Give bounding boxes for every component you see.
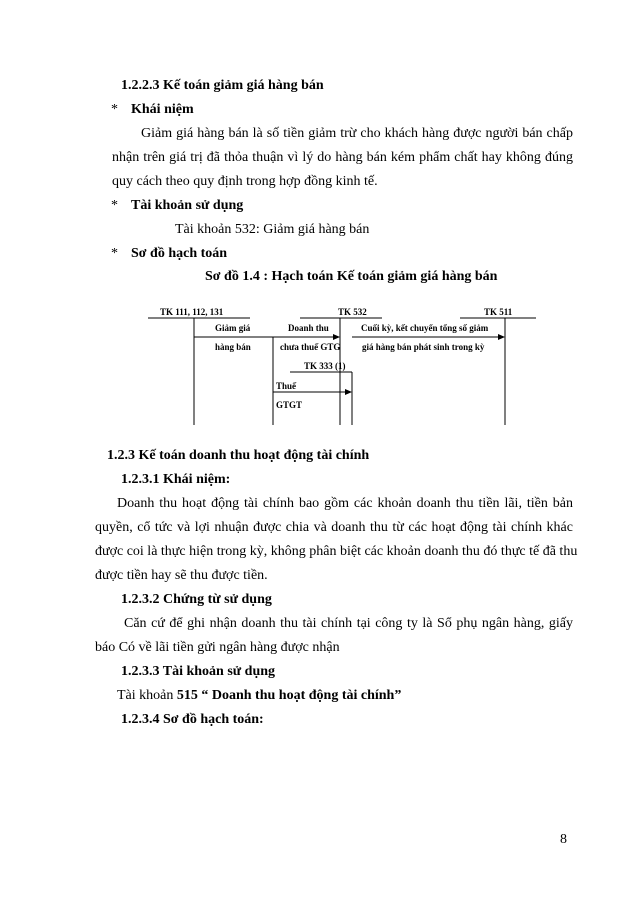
para2-line-2: báo Có về lãi tiền gửi ngân hàng được nhận: [95, 640, 340, 655]
page-number: 8: [560, 832, 567, 847]
arrow-head-to-tk511: [498, 334, 505, 340]
khai-niem-title: Khái niệm: [131, 102, 194, 117]
subheading-1-2-3-3: 1.2.3.3 Tài khoản sử dụng: [121, 664, 276, 679]
para1-line-2: quyền, cổ tức và lợi nhuận được chia và doanh thu từ các hoạt động tài chính khác: [95, 520, 573, 535]
khai-niem-line-1: Giảm giá hàng bán là số tiền giảm trừ cho khách hàng được người bán chấp: [141, 126, 573, 141]
arrow-head-to-tk333: [345, 389, 352, 395]
bullet-asterisk: *: [111, 102, 118, 117]
label-doanh-thu-line-1: Doanh thu: [288, 323, 329, 333]
section-heading-1-2-3: 1.2.3 Kế toán doanh thu hoạt động tài chính: [107, 448, 370, 463]
label-tk511: TK 511: [484, 307, 513, 317]
bullet-asterisk: *: [111, 198, 118, 213]
para1-line-3: được coi là thực hiện trong kỳ, không phân biệt các khoản doanh thu đó thực tế đã thu: [95, 544, 578, 559]
para1-line-4: được tiền hay sẽ thu được tiền.: [95, 568, 268, 583]
para2-line-1: Căn cứ để ghi nhận doanh thu tài chính tại công ty là Sổ phụ ngân hàng, giấy: [124, 616, 573, 631]
label-thue-line-1: Thuế: [276, 381, 297, 391]
subheading-1-2-3-1: 1.2.3.1 Khái niệm:: [121, 472, 231, 487]
label-tk111: TK 111, 112, 131: [160, 307, 224, 317]
arrow-head-to-tk532: [333, 334, 340, 340]
tai-khoan-text: Tài khoản 532: Giảm giá hàng bán: [175, 222, 370, 237]
tai-khoan-title: Tài khoản sử dụng: [131, 198, 244, 213]
label-tk333: TK 333 (1): [304, 361, 346, 371]
khai-niem-line-2: nhận trên giá trị đã thỏa thuận vì lý do hàng bán kém phẩm chất hay không đúng: [112, 150, 573, 165]
subheading-1-2-3-4: 1.2.3.4 Sơ đồ hạch toán:: [121, 712, 264, 727]
label-thue-line-2: GTGT: [276, 400, 303, 410]
diagram-title: Sơ đồ 1.4 : Hạch toán Kế toán giảm giá hàng bán: [205, 269, 498, 284]
subheading-1-2-3-2: 1.2.3.2 Chứng từ sử dụng: [121, 592, 272, 607]
bullet-asterisk: *: [111, 246, 118, 261]
section-heading-1-2-2-3: 1.2.2.3 Kế toán giảm giá hàng bán: [121, 78, 324, 93]
label-tk532: TK 532: [338, 307, 367, 317]
label-doanh-thu-line-2: chưa thuế GTG: [280, 342, 341, 352]
khai-niem-line-3: quy cách theo quy định trong hợp đồng kinh tế.: [112, 174, 378, 189]
label-giam-gia-line-1: Giảm giá: [215, 323, 251, 333]
label-giam-gia-line-2: hàng bán: [215, 342, 251, 352]
label-cuoi-ky-line-1: Cuối kỳ, kết chuyển tổng số giảm: [361, 323, 489, 333]
so-do-title: Sơ đồ hạch toán: [131, 246, 228, 261]
tk515-line: [117, 687, 401, 705]
tk515-bold: 515 “ Doanh thu hoạt động tài chính”: [176, 688, 402, 703]
tk515-prefix: Tài khoản: [117, 688, 177, 703]
para1-line-1: Doanh thu hoạt động tài chính bao gồm các khoản doanh thu tiền lãi, tiền bản: [117, 496, 573, 511]
label-cuoi-ky-line-2: giá hàng bán phát sinh trong kỳ: [362, 342, 485, 352]
